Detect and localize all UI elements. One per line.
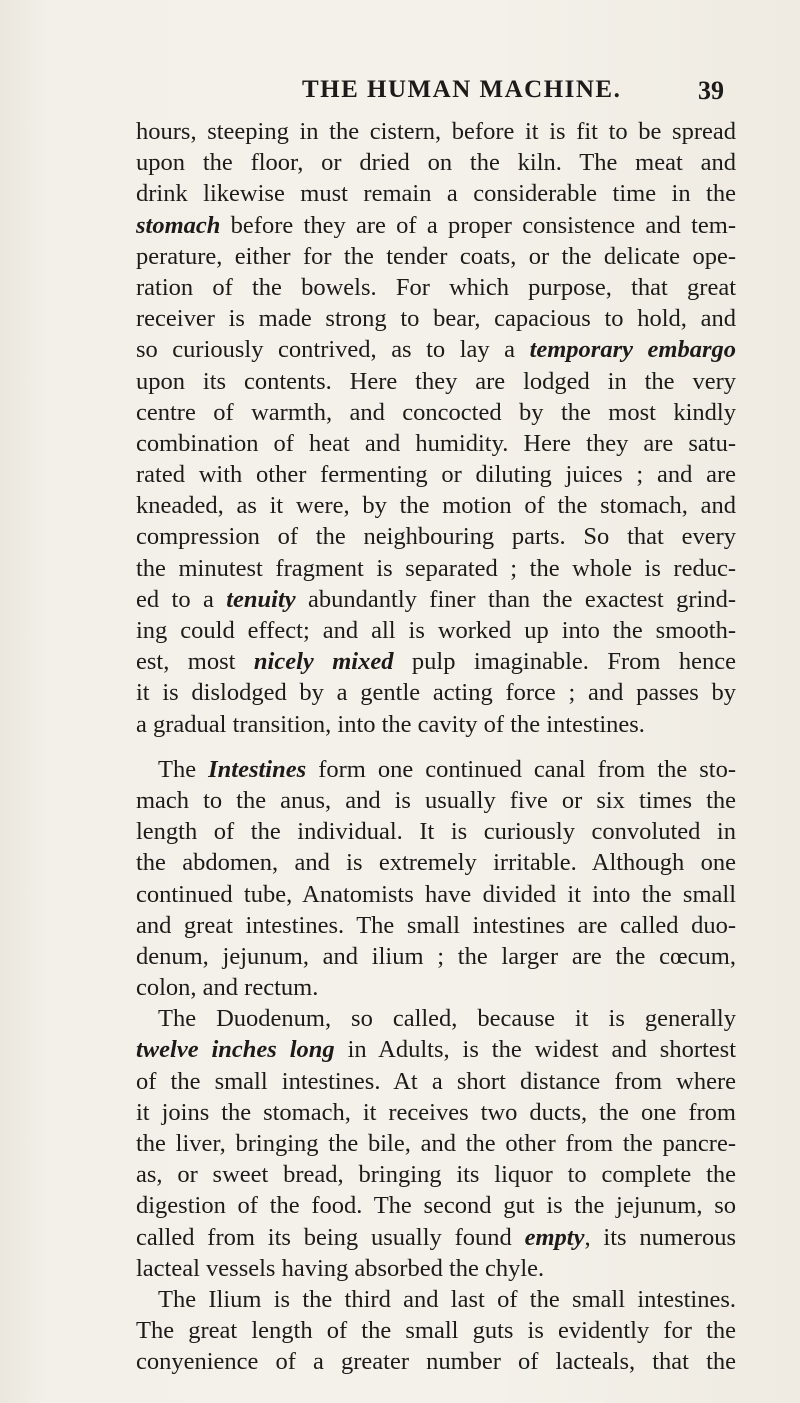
text-line xyxy=(136,972,736,1003)
text-line xyxy=(136,910,736,941)
text-run: hours, steeping in the cistern, before it is fit to be spread xyxy=(136,118,736,145)
text-line xyxy=(136,521,736,552)
paragraph xyxy=(136,116,736,740)
text-line xyxy=(136,1346,736,1377)
text-run: denum, jejunum, and ilium ; the larger are the cœcum, xyxy=(136,942,736,970)
text-line xyxy=(136,334,736,365)
text-run: pulp imaginable. From hence xyxy=(393,648,736,676)
text-line xyxy=(136,941,736,972)
paragraph-gap xyxy=(136,740,736,754)
text-run: ing could effect; and all is worked up into the smooth- xyxy=(136,617,736,644)
text-line xyxy=(136,1284,736,1315)
text-line xyxy=(136,1066,736,1097)
text-run: The xyxy=(158,755,209,783)
text-run: the minutest fragment is separated ; the whole is reduc- xyxy=(136,554,736,582)
text-run: of the small intestines. At a short distance from where xyxy=(136,1067,736,1095)
text-run: compression of the neighbouring parts. So that every xyxy=(136,523,736,551)
text-line xyxy=(136,1190,736,1221)
text-line xyxy=(136,303,736,334)
text-run: rated with other fermenting or diluting juices ; and are xyxy=(136,461,736,489)
text-run: colon, and rectum. xyxy=(136,974,319,1002)
italic-run: tenuity xyxy=(226,585,296,613)
text-line xyxy=(136,397,736,428)
text-run: a gradual transition, into the cavity of the intestines. xyxy=(136,710,645,738)
text-line xyxy=(136,709,736,740)
page-number: 39 xyxy=(698,76,724,105)
text-line xyxy=(136,1128,736,1159)
text-run: it joins the stomach, it receives two ducts, the one from xyxy=(136,1098,736,1126)
text-run: it is dislodged by a gentle acting force ; and passes by xyxy=(136,679,736,707)
text-line xyxy=(136,459,736,490)
text-run: before they are of a proper consistence and tem- xyxy=(220,211,736,239)
text-line xyxy=(136,646,736,677)
text-run: drink likewise must remain a considerable time in the xyxy=(136,180,736,208)
text-line xyxy=(136,584,736,615)
text-line xyxy=(136,210,736,241)
italic-run: Intestines xyxy=(208,755,307,783)
text-run: as, or sweet bread, bringing its liquor to complete the xyxy=(136,1161,736,1189)
text-run: The Ilium is the third and last of the small intestines. xyxy=(158,1285,736,1313)
text-run: mach to the anus, and is usually five or six times the xyxy=(136,786,736,814)
text-run: , its numerous xyxy=(584,1223,736,1251)
text-run: conyenience of a greater number of lacteals, that the xyxy=(136,1348,736,1376)
running-head: THE HUMAN MACHINE. xyxy=(302,76,622,103)
text-line xyxy=(136,677,736,708)
text-run: The great length of the small guts is evidently for the xyxy=(136,1317,736,1345)
text-line xyxy=(136,490,736,521)
text-line xyxy=(136,1003,736,1034)
text-line xyxy=(136,816,736,847)
text-run: abundantly finer than the exactest grind- xyxy=(295,585,736,613)
text-line xyxy=(136,754,736,785)
text-line xyxy=(136,178,736,209)
text-run: upon the floor, or dried on the kiln. The meat and xyxy=(136,149,736,177)
italic-run: empty xyxy=(524,1223,585,1251)
italic-run: nicely mixed xyxy=(253,648,394,676)
text-run: perature, either for the tender coats, or the delicate ope- xyxy=(136,242,736,270)
text-run: est, most xyxy=(136,648,254,676)
text-run: the liver, bringing the bile, and the other from the pancre- xyxy=(136,1130,736,1157)
italic-run: stomach xyxy=(136,211,221,239)
text-line xyxy=(136,879,736,910)
text-line xyxy=(136,272,736,303)
text-line xyxy=(136,615,736,646)
paragraph xyxy=(136,754,736,1004)
text-run: the abdomen, and is extremely irritable. Although one xyxy=(136,849,736,877)
text-run: in Adults, is the widest and shortest xyxy=(334,1036,737,1064)
paragraph xyxy=(136,1003,736,1284)
text-line xyxy=(136,553,736,584)
text-run: form one continued canal from the sto- xyxy=(306,755,736,783)
text-line xyxy=(136,1159,736,1190)
text-run: combination of heat and humidity. Here they are satu- xyxy=(136,429,736,457)
text-line xyxy=(136,1315,736,1346)
italic-run: twelve inches long xyxy=(136,1036,335,1064)
text-line xyxy=(136,366,736,397)
text-run: receiver is made strong to bear, capacious to hold, and xyxy=(136,305,736,333)
text-run: lacteal vessels having absorbed the chyle. xyxy=(136,1254,545,1282)
text-line xyxy=(136,1034,736,1065)
text-run: called from its being usually found xyxy=(136,1223,525,1251)
text-line xyxy=(136,116,736,147)
paragraph xyxy=(136,1284,736,1378)
text-line xyxy=(136,1222,736,1253)
text-run: The Duodenum, so called, because it is generally xyxy=(158,1005,736,1033)
text-line xyxy=(136,1097,736,1128)
text-run: length of the individual. It is curiously convoluted in xyxy=(136,818,736,846)
page-header xyxy=(0,76,800,106)
text-line xyxy=(136,1253,736,1284)
text-run: kneaded, as it were, by the motion of the stomach, and xyxy=(136,492,736,520)
text-line xyxy=(136,847,736,878)
text-run: ed to a xyxy=(136,585,227,613)
text-line xyxy=(136,428,736,459)
text-run: and great intestines. The small intestines are called duo- xyxy=(136,911,736,939)
text-run: centre of warmth, and concocted by the most kindly xyxy=(136,398,736,426)
text-run: so curiously contrived, as to lay a xyxy=(136,336,530,364)
text-run: upon its contents. Here they are lodged in the very xyxy=(136,367,736,395)
body-text xyxy=(136,116,736,1378)
text-run: digestion of the food. The second gut is the jejunum, so xyxy=(136,1192,736,1220)
text-run: ration of the bowels. For which purpose, that great xyxy=(136,273,736,301)
text-line xyxy=(136,785,736,816)
text-run: continued tube, Anatomists have divided it into the small xyxy=(136,880,736,908)
text-line xyxy=(136,241,736,272)
italic-run: temporary embargo xyxy=(529,336,736,364)
text-line xyxy=(136,147,736,178)
